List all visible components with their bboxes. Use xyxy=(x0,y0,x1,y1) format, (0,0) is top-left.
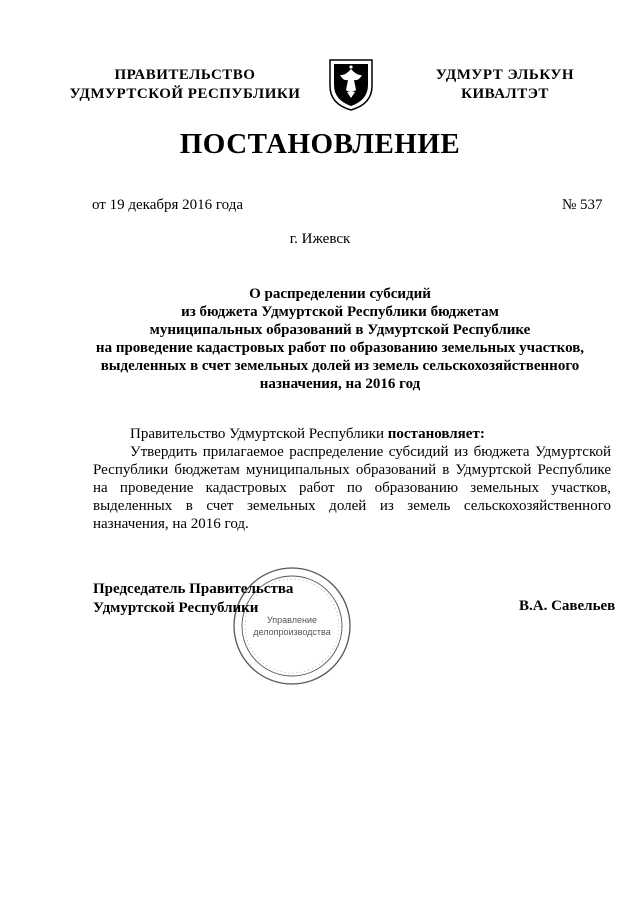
body-line: Республики бюджетам муниципальных образований в Удмуртской Республике xyxy=(93,462,611,478)
body-line: назначения, на 2016 год. xyxy=(93,516,249,532)
coat-of-arms-icon xyxy=(326,56,376,112)
signature-position-line2: Удмуртской Республики xyxy=(93,600,259,616)
header-right-line1: УДМУРТ ЭЛЬКУН xyxy=(435,67,575,83)
subject-line: назначения, на 2016 год xyxy=(259,376,421,392)
subject-line: муниципальных образований в Удмуртской Республике xyxy=(149,322,531,338)
body-line: на проведение кадастровых работ по образованию земельных участков, xyxy=(93,480,611,496)
signature-position-line1: Председатель Правительства xyxy=(93,581,294,597)
subject-line: О распределении субсидий xyxy=(249,286,431,302)
header-left-line2: УДМУРТСКОЙ РЕСПУБЛИКИ xyxy=(69,86,301,102)
body-line: выделенных в счет земельных долей из земель сельскохозяйственного xyxy=(93,498,611,514)
body-intro-bold: постановляет: xyxy=(387,426,485,442)
header-left-line1: ПРАВИТЕЛЬСТВО xyxy=(114,67,256,83)
header-left xyxy=(60,66,310,104)
subject-line: выделенных в счет земельных долей из земель сельскохозяйственного xyxy=(100,358,580,374)
document-city: г. Ижевск xyxy=(289,231,351,247)
signature-position xyxy=(93,580,293,618)
document-number: № 537 xyxy=(562,197,603,213)
signature-name: В.А. Савельев xyxy=(519,598,616,614)
stamp-line2: делопроизводства xyxy=(253,627,331,637)
document-body xyxy=(93,425,611,533)
body-intro xyxy=(93,425,611,443)
header-right-line2: КИВАЛТЭТ xyxy=(461,86,549,102)
stamp-line1: Управление xyxy=(266,615,318,625)
header-right xyxy=(405,66,605,104)
document-subject xyxy=(90,285,590,393)
body-line: Утвердить прилагаемое распределение субсидий из бюджета Удмуртской xyxy=(130,444,611,460)
subject-line: на проведение кадастровых работ по образованию земельных участков, xyxy=(95,340,585,356)
document-date: от 19 декабря 2016 года xyxy=(92,197,244,213)
body-intro-text: Правительство Удмуртской Республики xyxy=(130,426,384,442)
document-title: ПОСТАНОВЛЕНИЕ xyxy=(179,128,461,160)
subject-line: из бюджета Удмуртской Республики бюджетам xyxy=(181,304,499,320)
